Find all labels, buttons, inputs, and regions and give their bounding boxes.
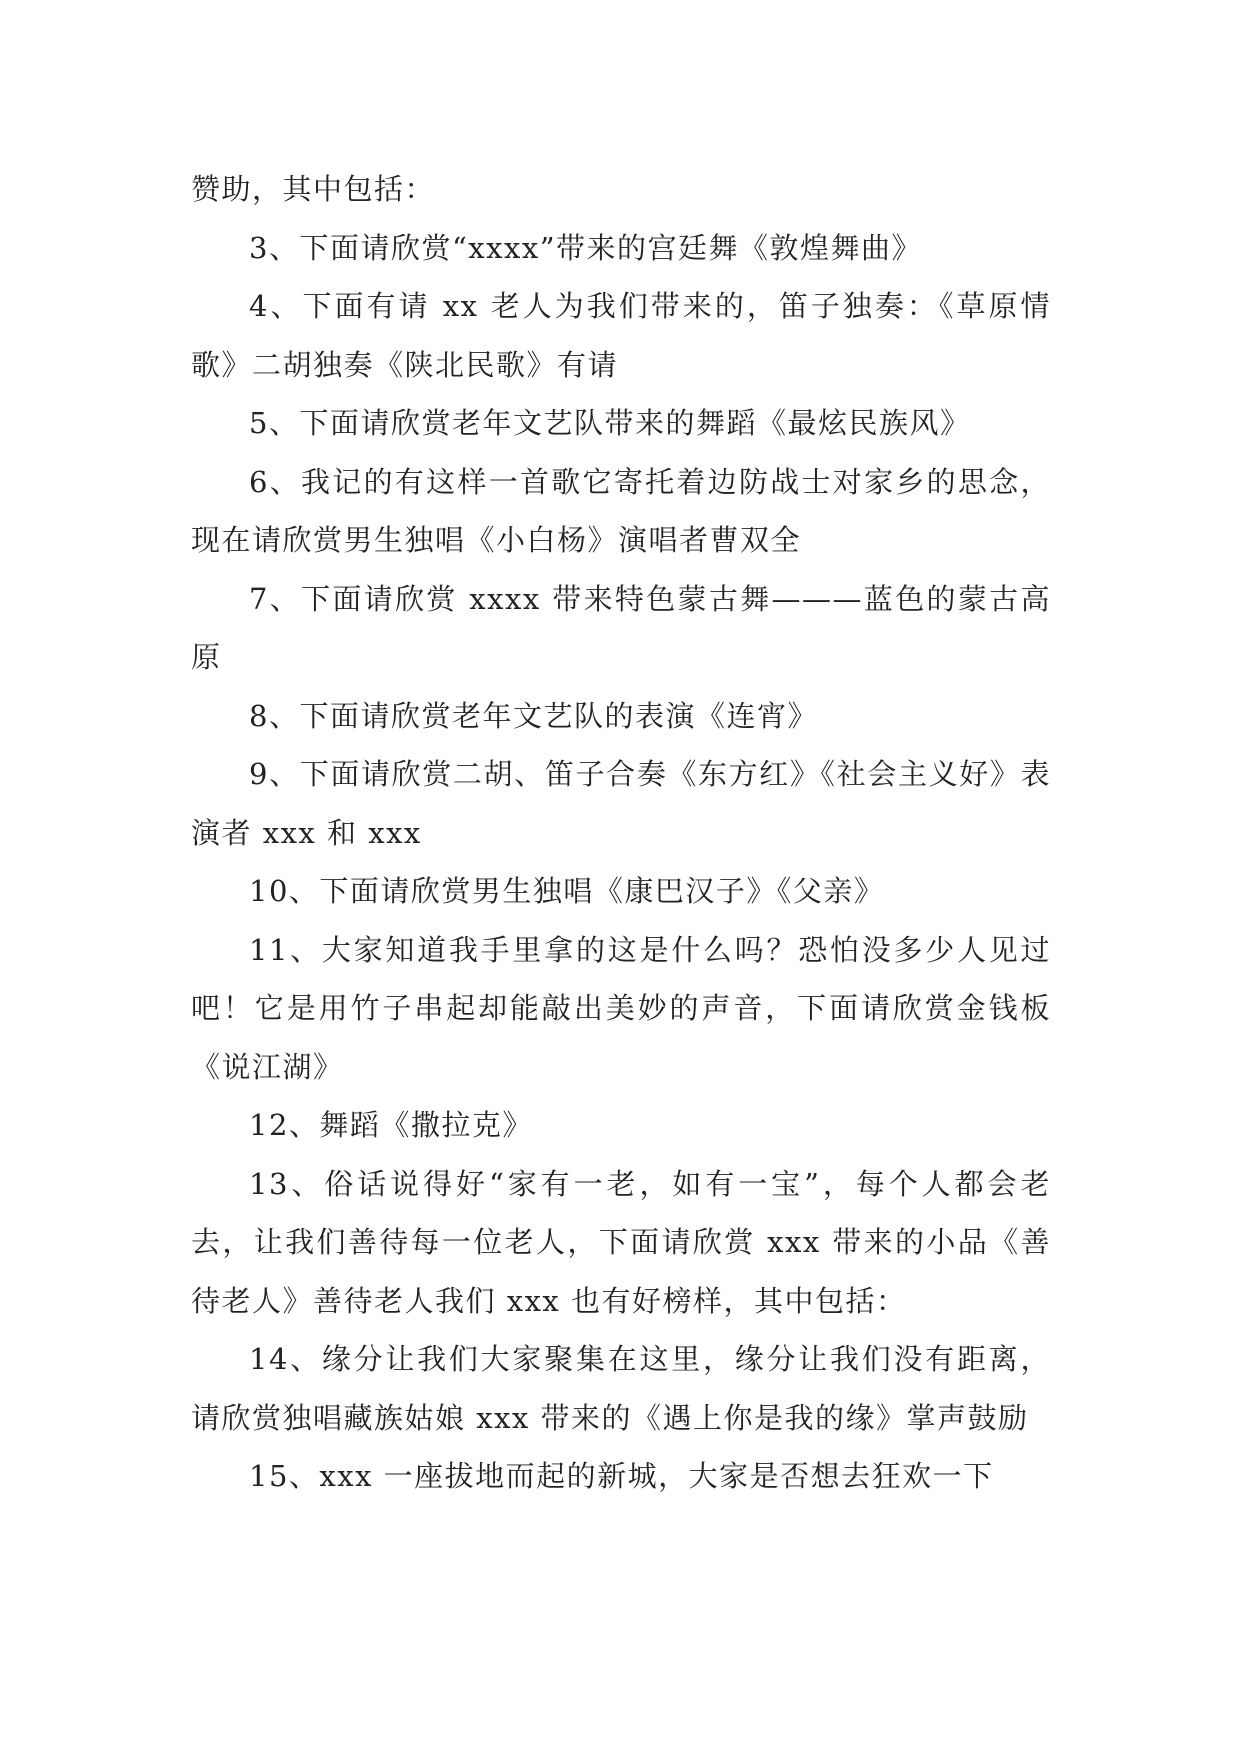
paragraph-item-4: 4、下面有请 xx 老人为我们带来的，笛子独奏：《草原情歌》二胡独奏《陕北民歌》有请: [191, 289, 1051, 382]
paragraph-item-15: 15、xxx 一座拔地而起的新城，大家是否想去狂欢一下: [249, 1459, 994, 1493]
paragraph-sponsorship: 赞助，其中包括：: [191, 172, 436, 206]
paragraph-item-11: 11、大家知道我手里拿的这是什么吗？恐怕没多少人见过吧！它是用竹子串起却能敲出美妙的声音，下面请欣赏金钱板《说江湖》: [191, 932, 1051, 1084]
paragraph-item-10: 10、下面请欣赏男生独唱《康巴汉子》《父亲》: [249, 874, 885, 908]
paragraph-item-8: 8、下面请欣赏老年文艺队的表演《连宵》: [249, 698, 818, 733]
paragraph-item-5: 5、下面请欣赏老年文艺队带来的舞蹈《最炫民族风》: [249, 406, 971, 440]
paragraph-item-6: 6、我记的有这样一首歌它寄托着边防战士对家乡的思念，现在请欣赏男生独唱《小白杨》演唱者曹双全: [191, 464, 1051, 557]
paragraph-item-3: 3、下面请欣赏“xxxx”带来的宫廷舞《敦煌舞曲》: [249, 230, 923, 265]
paragraph-item-13: 13、俗话说得好“家有一老，如有一宝”，每个人都会老去，让我们善待每一位老人，下面请欣赏 xxx 带来的小品《善待老人》善待老人我们 xxx 也有好榜样，其中包括：: [191, 1166, 1051, 1318]
paragraph-item-12: 12、舞蹈《撒拉克》: [249, 1108, 533, 1142]
paragraph-item-9: 9、下面请欣赏二胡、笛子合奏《东方红》《社会主义好》表演者 xxx 和 xxx: [191, 757, 1051, 850]
paragraph-item-7: 7、下面请欣赏 xxxx 带来特色蒙古舞———蓝色的蒙古高原: [191, 581, 1051, 674]
document-body: [191, 160, 1051, 1506]
paragraph-item-14: 14、缘分让我们大家聚集在这里，缘分让我们没有距离，请欣赏独唱藏族姑娘 xxx 带来的《遇上你是我的缘》掌声鼓励: [191, 1342, 1051, 1435]
